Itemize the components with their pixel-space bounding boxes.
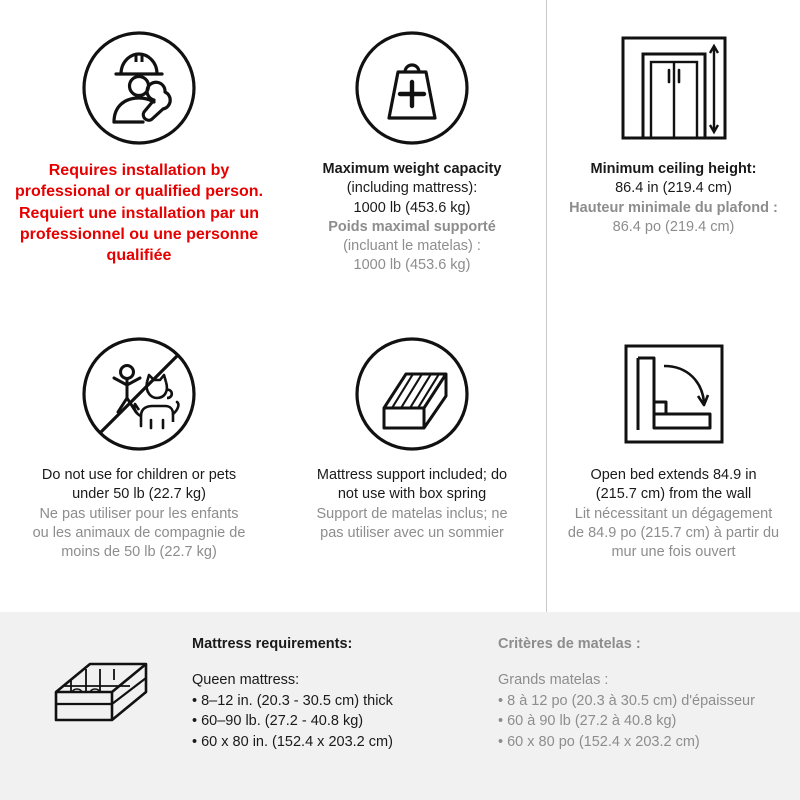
installer-icon — [81, 28, 197, 148]
text-line: not use with box spring — [337, 486, 487, 503]
feature-text — [14, 466, 264, 562]
feature-mattress-support-included — [278, 306, 546, 612]
text-line: Requiert une installation par un — [18, 204, 260, 222]
mattress-icon — [30, 634, 170, 752]
text-line: Lit nécessitant un dégagement — [574, 505, 773, 522]
panel-subtitle-fr: Grands matelas : — [498, 672, 609, 688]
text-line: Ne pas utiliser pour les enfants — [39, 505, 239, 522]
text-line: ou les animaux de compagnie de — [32, 524, 246, 541]
text-line: 86.4 in (219.4 cm) — [615, 180, 732, 197]
mattress-requirements-english — [170, 634, 476, 752]
panel-bullet: • 60–90 lb. (27.2 - 40.8 kg) — [192, 713, 364, 730]
feature-text — [561, 466, 786, 562]
text-line: de 84.9 po (215.7 cm) à partir du — [567, 524, 780, 541]
mattress-requirements-panel — [0, 612, 800, 800]
feature-text — [292, 160, 532, 276]
feature-maximum-weight-capacity — [278, 0, 546, 306]
text-line: (including mattress): — [346, 180, 478, 197]
text-line: (incluant le matelas) : — [343, 238, 481, 255]
weight-icon — [354, 28, 470, 148]
feature-text — [292, 466, 532, 543]
panel-bullet: • 60 x 80 in. (152.4 x 203.2 cm) — [192, 733, 393, 750]
feature-text — [14, 160, 264, 266]
text-line: Hauteur minimale du plafond : — [569, 199, 778, 216]
no-children-pets-icon — [81, 334, 197, 454]
text-line: (215.7 cm) from the wall — [595, 486, 752, 503]
mattress-support-icon — [354, 334, 470, 454]
text-line: 1000 lb (453.6 kg) — [353, 257, 471, 274]
ceiling-height-icon — [614, 28, 734, 148]
feature-minimum-ceiling-height — [546, 0, 800, 306]
text-line: Poids maximal supporté — [328, 218, 496, 235]
text-line: 86.4 po (219.4 cm) — [612, 218, 735, 235]
mattress-requirements-french — [476, 634, 782, 752]
text-line: 1000 lb (453.6 kg) — [353, 199, 471, 216]
text-line: Mattress support included; do — [316, 467, 508, 483]
text-line: moins de 50 lb (22.7 kg) — [61, 544, 217, 561]
text-line: professional or qualified person. — [14, 183, 264, 201]
text-line: under 50 lb (22.7 kg) — [72, 486, 206, 503]
text-line: Minimum ceiling height: — [590, 161, 757, 177]
text-line: Do not use for children or pets — [41, 467, 237, 483]
panel-bullet: • 8–12 in. (20.3 - 30.5 cm) thick — [192, 692, 393, 709]
feature-no-children-or-pets — [0, 306, 278, 612]
text-line: professionnel ou une personne — [19, 225, 259, 243]
open-bed-clearance-icon — [614, 334, 734, 454]
text-line: qualifiée — [106, 247, 172, 265]
text-line: Maximum weight capacity — [322, 161, 502, 177]
feature-text — [561, 160, 786, 237]
text-line: Open bed extends 84.9 in — [590, 467, 757, 483]
panel-bullet: • 8 à 12 po (20.3 à 30.5 cm) d'épaisseur — [498, 692, 755, 709]
feature-open-bed-clearance — [546, 306, 800, 612]
feature-installation-requirement — [0, 0, 278, 306]
panel-title-en: Mattress requirements: — [192, 636, 353, 652]
panel-subtitle-en: Queen mattress: — [192, 672, 300, 688]
text-line: mur une fois ouvert — [611, 544, 736, 561]
panel-bullet: • 60 à 90 lb (27.2 à 40.8 kg) — [498, 713, 677, 730]
text-line: Support de matelas inclus; ne — [316, 505, 508, 522]
panel-title-fr: Critères de matelas : — [498, 636, 641, 652]
text-line: Requires installation by — [48, 162, 230, 179]
panel-bullet: • 60 x 80 po (152.4 x 203.2 cm) — [498, 733, 700, 750]
text-line: pas utiliser avec un sommier — [320, 524, 504, 541]
